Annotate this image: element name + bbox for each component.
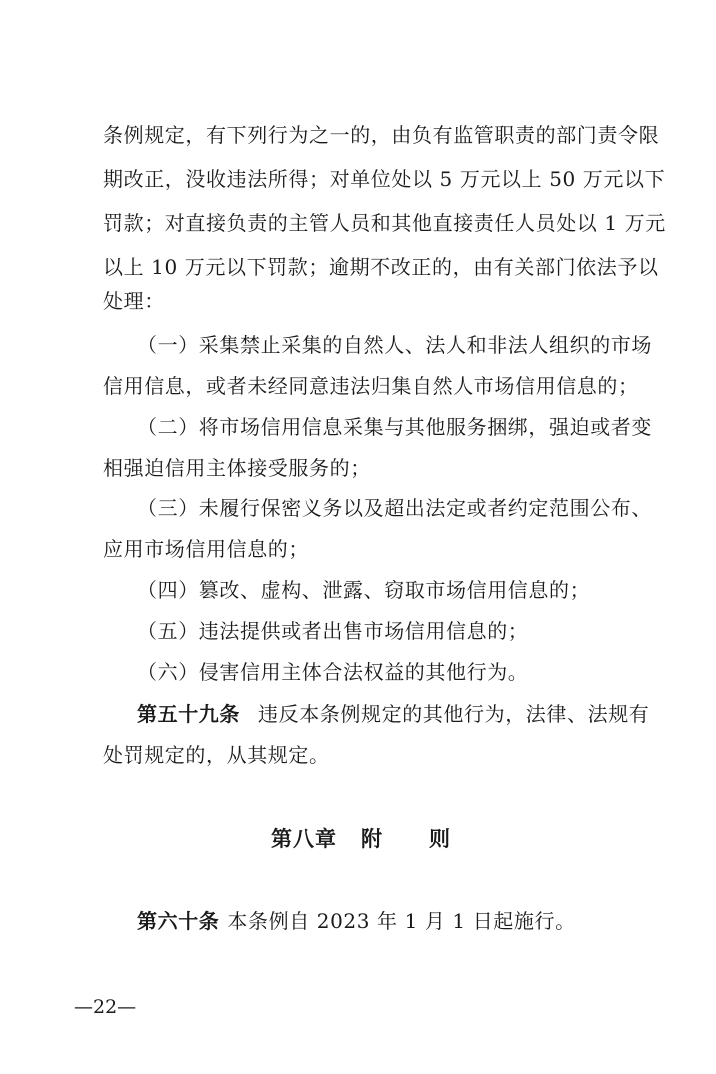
chapter-title-part: 附 [361,827,383,851]
list-item-line: 信用信息，或者未经同意违法归集自然人市场信用信息的； [103,374,639,398]
list-item-line: 相强迫信用主体接受服务的； [103,456,371,480]
list-item-line: （六）侵害信用主体合法权益的其他行为。 [137,660,529,684]
paragraph-line: 以上 10 万元以下罚款；逾期不改正的，由有关部门依法予以 [103,255,659,279]
article-60-text: 本条例自 2023 年 1 月 1 日起施行。 [227,909,576,933]
chapter-number: 第八章 [271,827,337,851]
list-item-line: （一）采集禁止采集的自然人、法人和非法人组织的市场 [137,333,652,357]
list-item-line: （四）篡改、虚构、泄露、窃取市场信用信息的； [137,578,591,602]
article-60-line [137,909,576,933]
list-item-line: 应用市场信用信息的； [103,537,309,561]
article-59-line: 处罚规定的，从其规定。 [103,743,330,767]
article-59-label: 第五十九条 [137,702,240,726]
article-60-label: 第六十条 [137,909,220,933]
article-59-line [137,702,649,726]
paragraph-line: 罚款；对直接负责的主管人员和其他直接责任人员处以 1 万元 [103,211,666,235]
list-item-line: （三）未履行保密义务以及超出法定或者约定范围公布、 [137,496,652,520]
list-item-line: （五）违法提供或者出售市场信用信息的； [137,619,529,643]
page-number: —22— [74,996,137,1018]
paragraph-line: 处理： [103,289,165,313]
chapter-heading [271,826,451,852]
chapter-title-part: 则 [429,827,451,851]
list-item-line: （二）将市场信用信息采集与其他服务捆绑，强迫或者变 [137,415,652,439]
paragraph-line: 条例规定，有下列行为之一的，由负有监管职责的部门责令限 [103,123,660,147]
paragraph-line: 期改正，没收违法所得；对单位处以 5 万元以上 50 万元以下 [103,167,666,191]
article-59-text: 违反本条例规定的其他行为，法律、法规有 [258,702,650,726]
